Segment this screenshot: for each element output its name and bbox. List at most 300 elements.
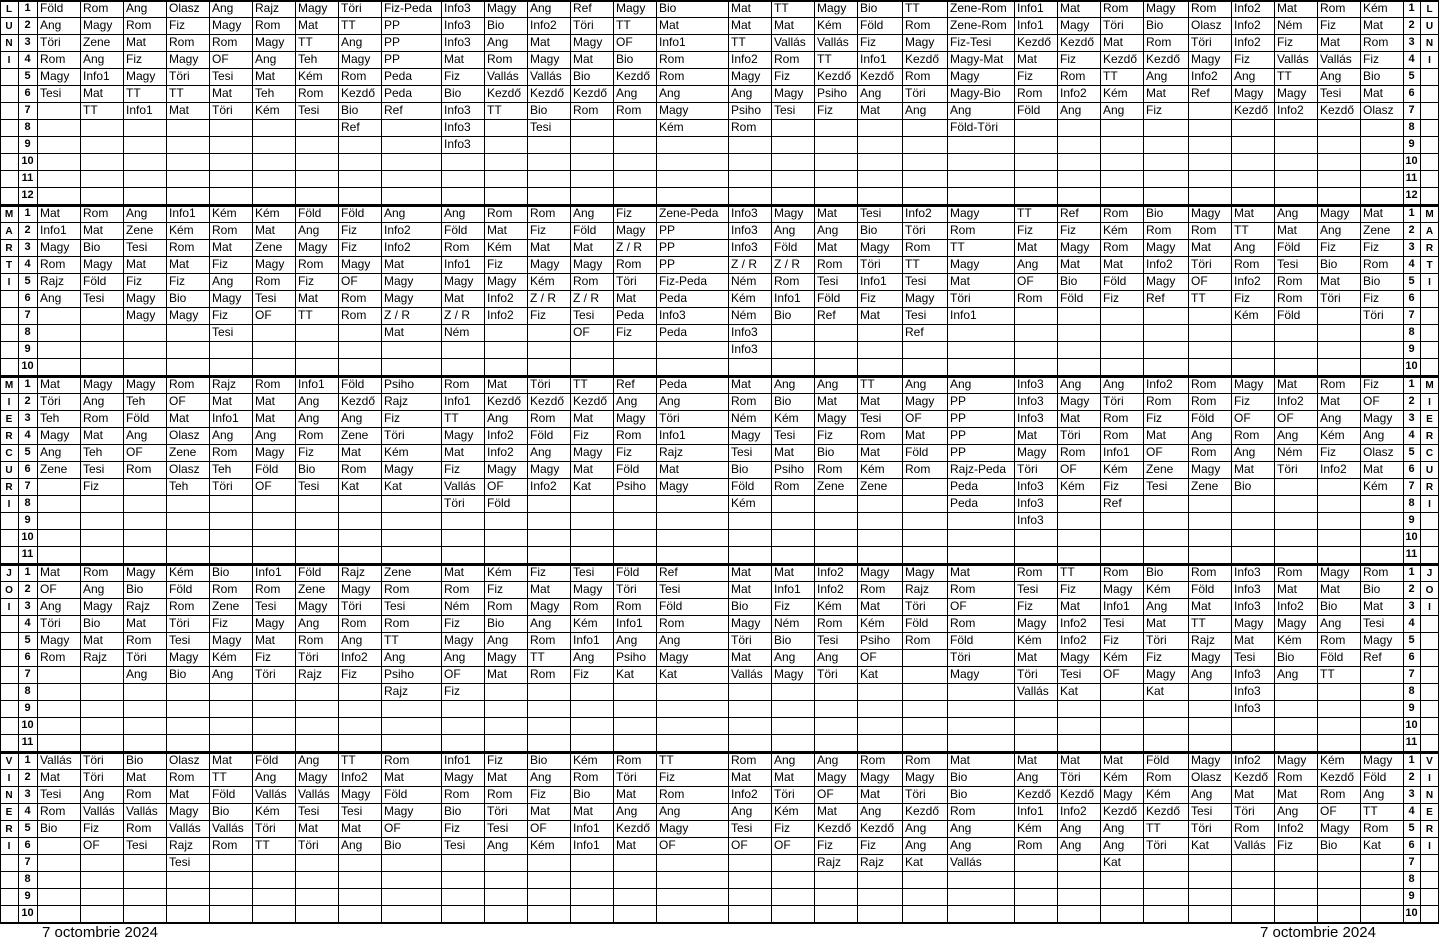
timetable-cell: Ang: [444, 650, 466, 664]
timetable-cell: Info2: [530, 18, 557, 32]
timetable-cell: Töri: [659, 411, 680, 425]
timetable-cell: Info2: [1234, 1, 1261, 15]
period-number-left: 9: [24, 514, 31, 526]
timetable-cell: OF: [1234, 411, 1251, 425]
timetable-cell: Tesi: [487, 821, 509, 835]
timetable-cell: TT: [774, 1, 789, 15]
timetable-cell: Rom: [341, 308, 367, 322]
grid-hline: [0, 512, 1439, 513]
timetable-cell: Bio: [950, 770, 968, 784]
timetable-cell: Rom: [817, 462, 843, 476]
timetable-cell: Mat: [487, 377, 508, 391]
timetable-cell: Töri: [298, 650, 319, 664]
period-number-left: 11: [21, 736, 34, 748]
timetable-cell: Mat: [341, 445, 362, 459]
timetable-cell: Fiz: [126, 52, 142, 66]
timetable-cell: Ang: [1103, 838, 1125, 852]
timetable-cell: Fiz: [1363, 291, 1379, 305]
timetable-cell: Z / R: [530, 291, 556, 305]
timetable-cell: Rom: [1277, 565, 1303, 579]
timetable-cell: Info1: [126, 103, 153, 117]
timetable-cell: Mat: [1320, 394, 1341, 408]
timetable-cell: Kat: [860, 667, 879, 681]
timetable-cell: Mat: [1060, 411, 1081, 425]
period-number-right: 5: [1408, 275, 1415, 287]
timetable-cell: Fiz: [530, 787, 546, 801]
period-number-right: 5: [1408, 446, 1415, 458]
timetable-cell: Mat: [905, 428, 926, 442]
timetable-cell: PP: [659, 240, 676, 254]
timetable-cell: Magy: [860, 770, 890, 784]
timetable-cell: Föld: [487, 496, 511, 510]
timetable-cell: Info2: [905, 206, 932, 220]
timetable-cell: Ang: [731, 804, 753, 818]
timetable-cell: Kat: [1103, 855, 1122, 869]
timetable-cell: Ang: [1017, 770, 1039, 784]
timetable-cell: Info2: [1060, 804, 1087, 818]
timetable-cell: Mat: [1146, 86, 1167, 100]
timetable-cell: Olasz: [1363, 445, 1394, 459]
timetable-cell: Rom: [1017, 86, 1043, 100]
timetable-cell: Rom: [444, 240, 470, 254]
timetable-cell: OF: [341, 274, 358, 288]
timetable-cell: Ang: [40, 599, 62, 613]
timetable-cell: Vallás: [444, 479, 476, 493]
timetable-cell: Magy: [444, 274, 474, 288]
timetable-cell: Rajz: [384, 684, 409, 698]
timetable-cell: Kém: [659, 120, 684, 134]
timetable-cell: Ang: [659, 633, 681, 647]
timetable-cell: Psiho: [384, 667, 415, 681]
timetable-cell: Mat: [1017, 428, 1038, 442]
timetable-cell: Mat: [1320, 274, 1341, 288]
grid-hline: [0, 871, 1439, 872]
timetable-cell: Bio: [1320, 257, 1338, 271]
timetable-cell: Rom: [298, 86, 324, 100]
grid-hline: [0, 700, 1439, 701]
timetable-cell: Kezdő: [1320, 103, 1355, 117]
period-number-left: 8: [24, 685, 31, 697]
period-number-right: 4: [1408, 617, 1415, 629]
timetable-cell: Töri: [1017, 667, 1038, 681]
timetable-cell: Mat: [731, 377, 752, 391]
timetable-cell: Kém: [1320, 428, 1345, 442]
timetable-cell: Kezdő: [905, 804, 940, 818]
timetable-cell: Vallás: [255, 787, 287, 801]
timetable-cell: Töri: [384, 428, 405, 442]
timetable-cell: Rom: [40, 650, 66, 664]
timetable-cell: Föld: [530, 428, 554, 442]
timetable-cell: Info2: [1234, 753, 1261, 767]
timetable-cell: Fiz: [616, 325, 632, 339]
timetable-cell: Rom: [1363, 257, 1389, 271]
timetable-cell: Ang: [487, 411, 509, 425]
timetable-cell: Mat: [298, 291, 319, 305]
timetable-cell: Ang: [530, 616, 552, 630]
timetable-cell: Föld: [817, 291, 841, 305]
timetable-cell: Kat: [1191, 838, 1210, 852]
timetable-cell: Ref: [384, 103, 403, 117]
timetable-cell: TT: [83, 103, 98, 117]
timetable-cell: Magy: [530, 462, 560, 476]
timetable-cell: PP: [384, 35, 401, 49]
timetable-cell: Info2: [1234, 18, 1261, 32]
timetable-cell: Rom: [616, 103, 642, 117]
timetable-cell: Ref: [1146, 291, 1165, 305]
timetable-cell: Ang: [83, 787, 105, 801]
timetable-cell: Mat: [126, 616, 147, 630]
period-number-right: 10: [1405, 155, 1418, 167]
timetable-cell: Ang: [487, 633, 509, 647]
timetable-cell: Info3: [1017, 513, 1044, 527]
timetable-cell: Töri: [1191, 821, 1212, 835]
timetable-cell: Vallás: [40, 753, 72, 767]
timetable-cell: Ang: [384, 650, 406, 664]
period-number-left: 5: [24, 634, 31, 646]
timetable-cell: Zene: [40, 462, 68, 476]
timetable-cell: Tesi: [298, 103, 320, 117]
timetable-cell: Mat: [731, 770, 752, 784]
timetable-cell: Bio: [444, 804, 462, 818]
timetable-cell: Magy: [126, 291, 156, 305]
timetable-cell: Kezdő: [905, 52, 940, 66]
timetable-cell: Mat: [573, 411, 594, 425]
timetable-cell: Zene-Rom: [950, 18, 1007, 32]
timetable-cell: Magy: [1277, 753, 1307, 767]
timetable-cell: Mat: [731, 1, 752, 15]
timetable-cell: Magy: [1191, 753, 1221, 767]
period-number-left: 3: [24, 788, 31, 800]
timetable-cell: Magy: [1234, 377, 1264, 391]
timetable-cell: Ang: [573, 650, 595, 664]
timetable-cell: Töri: [83, 753, 104, 767]
period-number-left: 10: [21, 719, 34, 731]
day-letter-right: V: [1426, 756, 1433, 767]
timetable-cell: Ang: [40, 445, 62, 459]
timetable-cell: Fiz: [1320, 18, 1336, 32]
timetable-cell: Ang: [659, 804, 681, 818]
timetable-cell: Magy: [169, 804, 199, 818]
timetable-cell: Tesi: [126, 240, 148, 254]
timetable-cell: Bio: [212, 804, 230, 818]
timetable-cell: Fiz: [1146, 103, 1162, 117]
period-number-left: 2: [24, 19, 31, 31]
timetable-cell: Fiz: [1017, 69, 1033, 83]
timetable-cell: Kat: [1363, 838, 1382, 852]
timetable-cell: Rom: [255, 274, 281, 288]
timetable-cell: Ang: [905, 377, 927, 391]
timetable-cell: Fiz: [298, 274, 314, 288]
timetable-cell: Ang: [530, 1, 552, 15]
timetable-cell: Ang: [212, 667, 234, 681]
timetable-cell: Rajz: [83, 650, 108, 664]
timetable-cell: Rom: [1191, 445, 1217, 459]
period-number-right: 6: [1408, 463, 1415, 475]
timetable-cell: Info2: [341, 770, 368, 784]
timetable-cell: Info2: [487, 428, 514, 442]
timetable-cell: Bio: [774, 394, 792, 408]
timetable-cell: Ang: [731, 86, 753, 100]
period-number-left: 5: [24, 275, 31, 287]
grid-hline: [0, 341, 1439, 342]
grid-hline: [0, 136, 1439, 137]
timetable-cell: Magy: [1146, 1, 1176, 15]
timetable-cell: Rom: [573, 274, 599, 288]
timetable-cell: Ang: [83, 52, 105, 66]
timetable-cell: Zene: [83, 35, 111, 49]
timetable-cell: Magy: [126, 69, 156, 83]
timetable-cell: Rajz: [817, 855, 842, 869]
timetable-cell: Mat: [530, 240, 551, 254]
timetable-cell: Rom: [255, 18, 281, 32]
timetable-cell: Ang: [905, 103, 927, 117]
timetable-cell: Rom: [255, 377, 281, 391]
timetable-cell: Kém: [298, 69, 323, 83]
timetable-cell: Magy: [341, 787, 371, 801]
timetable-cell: Bio: [169, 667, 187, 681]
timetable-cell: Mat: [212, 753, 233, 767]
timetable-cell: Rom: [384, 753, 410, 767]
period-number-left: 4: [24, 429, 31, 441]
timetable-cell: Kém: [1060, 479, 1085, 493]
timetable-cell: Fiz: [1363, 377, 1379, 391]
timetable-cell: Tesi: [573, 565, 595, 579]
timetable-cell: Rajz: [1191, 633, 1216, 647]
timetable-cell: Tesi: [817, 633, 839, 647]
timetable-cell: Peda: [616, 308, 645, 322]
period-number-right: 10: [1405, 531, 1418, 543]
timetable-cell: Magy: [1146, 667, 1176, 681]
period-number-left: 8: [24, 873, 31, 885]
timetable-cell: Tesi: [1146, 479, 1168, 493]
timetable-cell: Mat: [212, 394, 233, 408]
day-letter-right: U: [1425, 465, 1434, 476]
timetable-cell: Info3: [1234, 701, 1261, 715]
timetable-cell: Kezdő: [573, 86, 608, 100]
timetable-cell: Ang: [212, 274, 234, 288]
timetable-cell: Psiho: [860, 633, 891, 647]
period-number-left: 9: [24, 702, 31, 714]
day-letter-right: I: [1428, 397, 1431, 408]
timetable-cell: Info2: [1146, 377, 1173, 391]
timetable-cell: Mat: [950, 565, 971, 579]
timetable-cell: Info3: [1234, 684, 1261, 698]
timetable-cell: Rom: [444, 787, 470, 801]
timetable-cell: Rom: [298, 428, 324, 442]
timetable-cell: Magy: [341, 52, 371, 66]
timetable-cell: Töri: [774, 787, 795, 801]
timetable-cell: Magy: [255, 35, 285, 49]
timetable-cell: Ang: [1060, 103, 1082, 117]
timetable-cell: Ref: [616, 377, 635, 391]
timetable-cell: TT: [384, 633, 399, 647]
timetable-cell: Mat: [1277, 582, 1298, 596]
timetable-cell: Kém: [573, 616, 598, 630]
period-number-right: 8: [1408, 685, 1415, 697]
day-letter-left: N: [5, 790, 13, 801]
timetable-cell: Magy: [384, 804, 414, 818]
timetable-cell: Kezdő: [1103, 804, 1138, 818]
timetable-cell: Mat: [573, 52, 594, 66]
timetable-cell: Tesi: [444, 838, 466, 852]
timetable-cell: Rom: [1363, 821, 1389, 835]
timetable-cell: TT: [905, 257, 920, 271]
timetable-cell: Tesi: [341, 804, 363, 818]
timetable-cell: Ang: [83, 582, 105, 596]
timetable-cell: Vallás: [731, 667, 763, 681]
timetable-cell: Ang: [1146, 69, 1168, 83]
timetable-cell: Ang: [255, 770, 277, 784]
timetable-cell: TT: [341, 18, 356, 32]
period-number-left: 6: [24, 87, 31, 99]
period-number-left: 1: [24, 2, 31, 14]
period-number-left: 10: [21, 531, 34, 543]
timetable-cell: Vallás: [774, 35, 806, 49]
timetable-cell: Kém: [1363, 479, 1388, 493]
period-number-right: 12: [1405, 189, 1418, 201]
timetable-cell: Rom: [817, 257, 843, 271]
timetable-cell: Tesi: [1103, 616, 1125, 630]
timetable-cell: Fiz: [487, 582, 503, 596]
timetable-cell: OF: [169, 394, 186, 408]
timetable-cell: Kezdő: [530, 394, 565, 408]
timetable-cell: Mat: [255, 394, 276, 408]
period-number-right: 11: [1405, 736, 1418, 748]
grid-hline: [0, 187, 1439, 188]
timetable-cell: Mat: [298, 18, 319, 32]
timetable-cell: Rom: [1191, 377, 1217, 391]
timetable-cell: Magy: [1146, 274, 1176, 288]
timetable-cell: Info3: [444, 1, 471, 15]
timetable-cell: Töri: [341, 1, 362, 15]
timetable-cell: Fiz: [384, 411, 400, 425]
timetable-cell: Mat: [1017, 753, 1038, 767]
timetable-cell: Kém: [1103, 86, 1128, 100]
timetable-cell: Kém: [774, 411, 799, 425]
timetable-cell: Kém: [1146, 787, 1171, 801]
timetable-cell: Ref: [1191, 86, 1210, 100]
timetable-cell: Info2: [1277, 394, 1304, 408]
timetable-cell: Z / R: [573, 291, 599, 305]
period-number-left: 2: [24, 583, 31, 595]
timetable-cell: Zene: [1191, 479, 1219, 493]
timetable-cell: TT: [817, 52, 832, 66]
period-number-left: 8: [24, 497, 31, 509]
timetable-cell: Peda: [659, 291, 688, 305]
timetable-cell: Info3: [1017, 377, 1044, 391]
timetable-cell: Fiz: [1234, 291, 1250, 305]
timetable-cell: Vallás: [298, 787, 330, 801]
timetable-cell: Peda: [384, 69, 413, 83]
period-number-right: 3: [1408, 788, 1415, 800]
timetable-cell: TT: [126, 86, 141, 100]
period-number-right: 7: [1408, 856, 1415, 868]
timetable-cell: Zene-Peda: [659, 206, 719, 220]
day-letter-left: R: [5, 824, 13, 835]
timetable-cell: Bio: [212, 565, 230, 579]
timetable-cell: Magy: [1191, 650, 1221, 664]
period-number-left: 7: [24, 104, 31, 116]
day-letter-left: L: [5, 4, 13, 15]
timetable-cell: Ang: [1060, 821, 1082, 835]
timetable-cell: Zene: [255, 240, 283, 254]
timetable-cell: Info2: [731, 52, 758, 66]
timetable-cell: Töri: [573, 18, 594, 32]
timetable-cell: Töri: [444, 496, 465, 510]
period-number-right: 4: [1408, 805, 1415, 817]
timetable-cell: Mat: [1103, 257, 1124, 271]
timetable-cell: Rom: [530, 667, 556, 681]
timetable-cell: Föld: [341, 206, 365, 220]
timetable-cell: Bio: [444, 86, 462, 100]
timetable-cell: Rom: [905, 69, 931, 83]
timetable-cell: Tesi: [1320, 86, 1342, 100]
timetable-cell: Ang: [616, 394, 638, 408]
period-number-left: 8: [24, 326, 31, 338]
timetable-cell: Info3: [1234, 582, 1261, 596]
timetable-cell: Mat: [169, 787, 190, 801]
period-number-right: 8: [1408, 497, 1415, 509]
timetable-cell: Töri: [1103, 394, 1124, 408]
timetable-cell: Rom: [169, 35, 195, 49]
timetable-cell: Magy: [341, 582, 371, 596]
timetable-cell: Ref: [659, 565, 678, 579]
timetable-cell: Info1: [444, 257, 471, 271]
timetable-cell: Tesi: [905, 274, 927, 288]
timetable-cell: Vallás: [126, 804, 158, 818]
timetable-cell: Kezdő: [1146, 52, 1181, 66]
timetable-cell: Fiz: [444, 821, 460, 835]
grid-hline: [0, 905, 1439, 906]
day-letter-right: L: [1426, 4, 1433, 15]
timetable-cell: Mat: [384, 257, 405, 271]
timetable-cell: Fiz: [212, 257, 228, 271]
timetable-cell: Info1: [169, 206, 196, 220]
timetable-cell: Psiho: [384, 377, 415, 391]
timetable-cell: Info1: [1017, 18, 1044, 32]
day-letter-right: I: [1428, 773, 1431, 784]
timetable-cell: Ref: [573, 1, 592, 15]
timetable-cell: TT: [1234, 223, 1249, 237]
timetable-cell: Kezdő: [860, 69, 895, 83]
timetable-cell: Rom: [212, 35, 238, 49]
timetable-cell: Mat: [1363, 599, 1384, 613]
timetable-cell: Kém: [731, 291, 756, 305]
timetable-cell: Rom: [860, 428, 886, 442]
timetable-cell: Rom: [1191, 1, 1217, 15]
grid-hline: [0, 734, 1439, 735]
timetable-cell: Kém: [530, 274, 555, 288]
timetable-cell: Magy: [83, 599, 113, 613]
timetable-cell: Föld: [212, 787, 236, 801]
day-letter-left: I: [7, 841, 11, 852]
timetable-cell: Zene: [169, 445, 197, 459]
timetable-cell: Ném: [774, 616, 800, 630]
timetable-cell: OF: [530, 821, 547, 835]
timetable-cell: Kém: [573, 753, 598, 767]
timetable-cell: Töri: [950, 291, 971, 305]
timetable-cell: Bio: [1060, 274, 1078, 288]
timetable-cell: Kém: [169, 565, 194, 579]
timetable-cell: Töri: [905, 787, 926, 801]
timetable-cell: Rom: [40, 804, 66, 818]
timetable-cell: Rom: [1320, 633, 1346, 647]
timetable-cell: Fiz: [1060, 52, 1076, 66]
grid-hline: [0, 683, 1439, 684]
timetable-cell: Tesi: [126, 838, 148, 852]
timetable-cell: Rajz: [212, 377, 237, 391]
grid-hline: [0, 170, 1439, 171]
